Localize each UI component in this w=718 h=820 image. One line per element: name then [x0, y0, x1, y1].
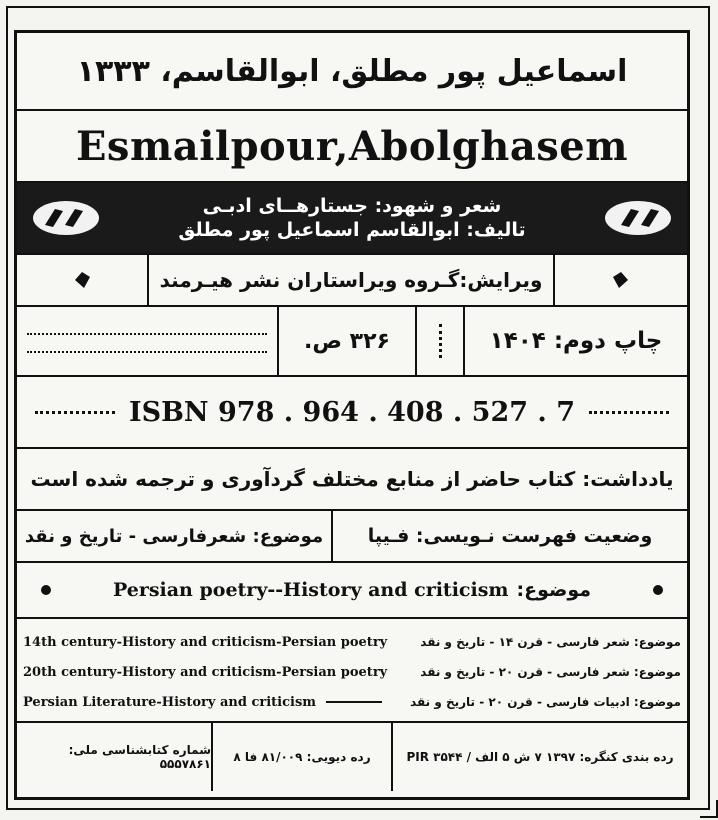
editing-left-cell [17, 255, 149, 305]
subject-line [23, 627, 681, 657]
left-quote-icon [31, 199, 101, 237]
subject-en-item: 20th century-History and criticism-Persian poetry [23, 664, 388, 680]
dotted-line [27, 321, 267, 335]
dewey-cell [213, 723, 393, 791]
congress-cell [393, 723, 687, 791]
author-title-fa-row [17, 33, 687, 111]
right-quote-icon [603, 199, 673, 237]
diamond-bullet-icon [71, 269, 93, 291]
dotted-leader [589, 411, 669, 414]
subject-en: Persian poetry--History and criticism [112, 579, 509, 601]
edition-text: چاپ دوم: ۱۴۰۴ [489, 328, 663, 354]
book-banner [17, 183, 687, 255]
subject-fa-item: موضوع: ادبیات فارسی - قرن ۲۰ - تاریخ و نقد [410, 695, 681, 709]
subject-en-group [113, 579, 591, 601]
congress-class: رده بندی کنگره: ۱۳۹۷ ۷ ش ۵ الف / PIR ۳۵۴۴ [406, 750, 674, 764]
bullet-icon [653, 585, 663, 595]
bullet-icon [41, 585, 51, 595]
subject-fa-item: موضوع: شعر فارسی - قرن ۱۴ - تاریخ و نقد [420, 635, 681, 649]
dash-line [326, 701, 382, 703]
blank-lines-cell [17, 307, 279, 375]
dotted-leader [35, 411, 115, 414]
subject-en-item: Persian Literature-History and criticism [23, 694, 317, 710]
subject-line [23, 657, 681, 687]
editing-cell [149, 255, 555, 305]
book-title-line: شعر و شهود: جستارهــای ادبـی [202, 195, 502, 217]
subject-en-group [23, 695, 382, 710]
book-author-line: تالیف: ابوالقاسم اسماعیل پور مطلق [178, 219, 526, 241]
isbn-row [17, 377, 687, 449]
pages-cell [279, 307, 417, 375]
cip-card [14, 30, 690, 800]
author-title-en-row [17, 111, 687, 183]
author-title-en: Esmailpour,Abolghasem [75, 122, 629, 170]
separator-cell [417, 307, 465, 375]
subject-fa-item: موضوع: شعر فارسی - قرن ۲۰ - تاریخ و نقد [420, 665, 681, 679]
page-count: ۳۲۶ ص. [304, 328, 390, 354]
banner-text [178, 194, 525, 242]
editing-row [17, 255, 687, 307]
dotted-divider [439, 324, 442, 358]
subject-fa-cell [17, 511, 333, 561]
subject-line [23, 687, 681, 717]
subject-en-item: 14th century-History and criticism-Persian poetry [23, 634, 388, 650]
editing-right-cell [555, 255, 687, 305]
note-text: یادداشت: کتاب حاضر از منابع مختلف گردآوری و ترجمه شده است [30, 467, 674, 491]
catalog-row [17, 511, 687, 563]
national-cell [17, 723, 213, 791]
dewey-class: رده دیویی: ۸۱/۰۰۹ فا ۸ [233, 750, 371, 764]
edition-row [17, 307, 687, 377]
subject-label: موضوع: [516, 579, 592, 601]
frame-corner [700, 800, 718, 818]
dotted-line [27, 335, 267, 353]
subjects-row [17, 619, 687, 723]
subject-en-row [17, 563, 687, 619]
edition-cell [465, 307, 687, 375]
subject-fa: موضوع: شعرفارسی - تاریخ و نقد [24, 525, 324, 547]
classification-row [17, 723, 687, 791]
author-title-fa: اسماعیل پور مطلق، ابوالقاسم، ۱۳۳۳ [76, 53, 628, 89]
catalog-status-cell [333, 511, 687, 561]
diamond-bullet-icon [610, 269, 632, 291]
editing-text: ویرایش:گـروه ویراستاران نشر هیـرمند [159, 268, 543, 292]
catalog-status: وضعیت فهرست نـویسی: فـیپا [367, 525, 653, 547]
note-row [17, 449, 687, 511]
isbn-number: ISBN 978 . 964 . 408 . 527 . 7 [128, 396, 576, 428]
national-number: شماره کتابشناسی ملی: ۵۵۵۷۸۶۱ [68, 743, 211, 771]
